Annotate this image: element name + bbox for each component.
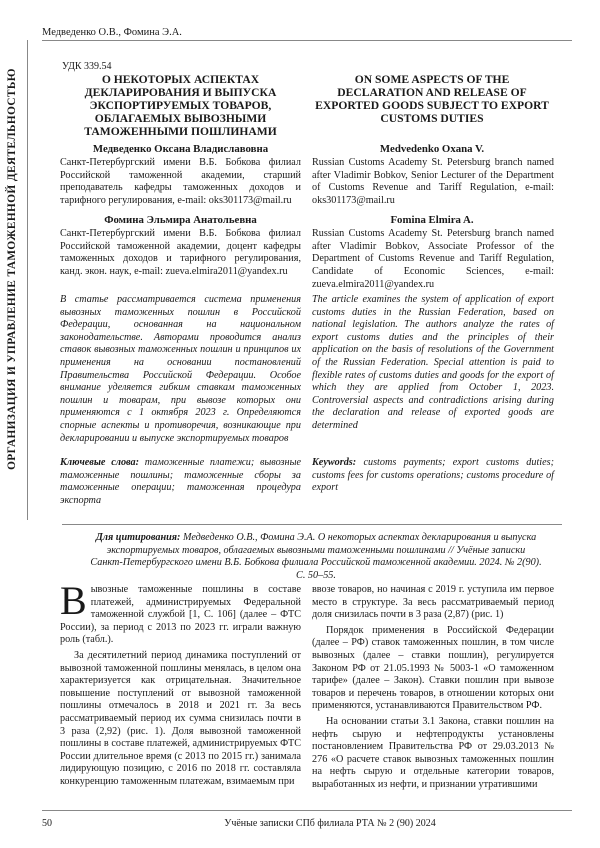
bottom-rule bbox=[42, 810, 572, 811]
keywords-label-ru: Ключевые слова: bbox=[60, 457, 140, 468]
side-rule bbox=[27, 40, 28, 520]
abstract-ru: В статье рассматривается система применения вывозных таможенных пошлин в Российской Федерации, основанная на национальном законодательстве. Авторами проводится анализ ставок вывозных таможенных пошлин и принципов их применения на основании постановлений Правительства Российской Федерации. Особое внимание уделяется гибким ставкам таможенных пошлин и товарам, при вывозе которых они применяются с 1 октября 2023 г. Определяются спорные аспекты и противоречия, возникающие при декларировании и выпуске экспортируемых товаров bbox=[60, 294, 301, 444]
citation-label: Для цитирования: bbox=[95, 532, 181, 543]
author-name-ru-2: Фомина Эльмира Анатольевна bbox=[104, 214, 257, 226]
author-affiliation-en-2: Russian Customs Academy St. Petersburg branch named after Vladimir Bobkov, Associate Professor of the Department of Customs Revenue and Tariff Regulation, Candidate of Economic Sciences, e-mail: zueva.elmira2011@yandex.ru bbox=[312, 228, 554, 290]
section-label: ОРГАНИЗАЦИЯ И УПРАВЛЕНИЕ ТАМОЖЕННОЙ ДЕЯТЕЛЬНОСТЬЮ bbox=[6, 68, 18, 470]
body-text: ывозные таможенные пошлины в составе платежей, администрируемых Федеральной таможенной службой [1, С. 106] (далее – ФТС России), за период с 2013 по 2023 гг. играли важную роль (табл.). bbox=[60, 584, 301, 646]
body-paragraph: За десятилетний период динамика поступлений от вывозной таможенной пошлины менялась, в целом она характеризуется как отрицательная. Значительное повышение поступлений от вывозной таможенной пошлины отмечалось в 2018 и 2021 гг. За весь рассматриваемый период их сумма снизилась почти в 3 раза (2,92) (рис. 1). Доля вывозной таможенной пошлины в составе платежей, администрируемых ФТС России длительное время (с 2013 по 2015 гг.) занимала лидирующую позицию, с 2016 по 2018 гг. составляла конкуренцию таможенным платежам, взимаемым при bbox=[60, 649, 301, 787]
title-russian: О НЕКОТОРЫХ АСПЕКТАХ ДЕКЛАРИРОВАНИЯ И ВЫПУСКА ЭКСПОРТИРУЕМЫХ ТОВАРОВ, ОБЛАГАЕМЫХ ВЫВОЗНЫМИ ТАМОЖЕННЫМИ ПОШЛИНАМИ bbox=[84, 73, 277, 138]
side-band bbox=[0, 0, 26, 848]
journal-footer: Учёные записки СПб филиала РТА № 2 (90) 2024 bbox=[224, 818, 436, 829]
running-title: Медведенко О.В., Фомина Э.А. bbox=[42, 27, 182, 38]
top-rule bbox=[42, 40, 572, 41]
udk-code: УДК 339.54 bbox=[62, 61, 112, 72]
citation-rule bbox=[62, 524, 562, 525]
author-affiliation-ru-2: Санкт-Петербургский имени В.Б. Бобкова филиал Российской таможенной академии, доцент кафедры таможенных доходов и тарифного регулирования, канд. экон. наук, e-mail: zueva.elmira2011@yandex.ru bbox=[60, 228, 301, 278]
title-english: ON SOME ASPECTS OF THE DECLARATION AND RELEASE OF EXPORTED GOODS SUBJECT TO EXPORT CUSTOMS DUTIES bbox=[315, 73, 549, 125]
body-paragraph: ввозе товаров, но начиная с 2019 г. уступила им первое место в структуре. За весь рассматриваемый период доля снизилась почти в 3 раза (2,87) (рис. 1) bbox=[312, 584, 554, 621]
keywords-en bbox=[312, 457, 554, 495]
body-column-right bbox=[312, 584, 554, 795]
body-paragraph: Порядок применения в Российской Федерации (далее – РФ) ставок таможенных пошлин, в том числе вывозных (далее – ставки пошлин), регулируется Законом РФ от 21.05.1993 № 5003-1 «О таможенном тарифе» (далее – Закон). Ставки пошлин при вывозе товаров и перечень товаров, в отношении которых они применяются, устанавливаются Правительством РФ. bbox=[312, 624, 554, 712]
author-affiliation-en-1: Russian Customs Academy St. Petersburg branch named after Vladimir Bobkov, Senior Lecturer of the Department of Customs Revenue and Tariff Regulation, e-mail: oks301173@mail.ru bbox=[312, 157, 554, 207]
author-affiliation-ru-1: Санкт-Петербургский имени В.Б. Бобкова филиал Российской таможенной академии, старший преподаватель кафедры таможенных доходов и тарифного регулирования, e-mail: oks301173@mail.ru bbox=[60, 157, 301, 207]
abstract-en: The article examines the system of application of export customs duties in the Russian Federation, based on national legislation. The authors analyze the rates of export customs duties and the principles of their application on the basis of resolutions of the Government of the Russian Federation. Special attention is paid to flexible rates of customs duties and goods for the export of which they are applied from October 1, 2023. Controversial aspects and contradictions arising during the declaration and release of exported goods are determined bbox=[312, 294, 554, 431]
drop-cap: В bbox=[60, 578, 87, 623]
keywords-text-en: customs payments; export customs duties; customs fees for customs operations; customs procedure of export bbox=[312, 457, 554, 494]
citation bbox=[90, 532, 542, 582]
keywords-label-en: Keywords: bbox=[312, 457, 357, 468]
author-name-en-1: Medvedenko Oxana V. bbox=[379, 143, 485, 155]
author-name-ru-1: Медведенко Оксана Владиславовна bbox=[92, 143, 269, 155]
author-name-en-2: Fomina Elmira A. bbox=[390, 214, 474, 226]
page-number: 50 bbox=[42, 818, 52, 829]
body-column-left bbox=[60, 578, 301, 792]
citation-text: Медведенко О.В., Фомина Э.А. О некоторых аспектах декларирования и выпуска экспортируемых товаров, облагаемых вывозными таможенными пошлинами // Учёные записки Санкт-Петербургского имени В.Б. Бобкова филиала Российской таможенной академии. 2024. № 2(90). С. 50–55. bbox=[90, 532, 542, 581]
keywords-ru bbox=[60, 457, 301, 507]
keywords-text-ru: таможенные платежи; вывозные таможенные пошлины; таможенные сборы за таможенные операции; таможенная процедура экспорта bbox=[60, 457, 301, 506]
body-paragraph: На основании статьи 3.1 Закона, ставки пошлин на нефть сырую и нефтепродукты установлены постановлением Правительства РФ от 29.03.2013 № 276 «О расчете ставок вывозных таможенных пошлин на нефть сырую и отдельные категории товаров, выработанных из нефти, и признании утратившими bbox=[312, 715, 554, 790]
body-paragraph bbox=[60, 578, 301, 647]
